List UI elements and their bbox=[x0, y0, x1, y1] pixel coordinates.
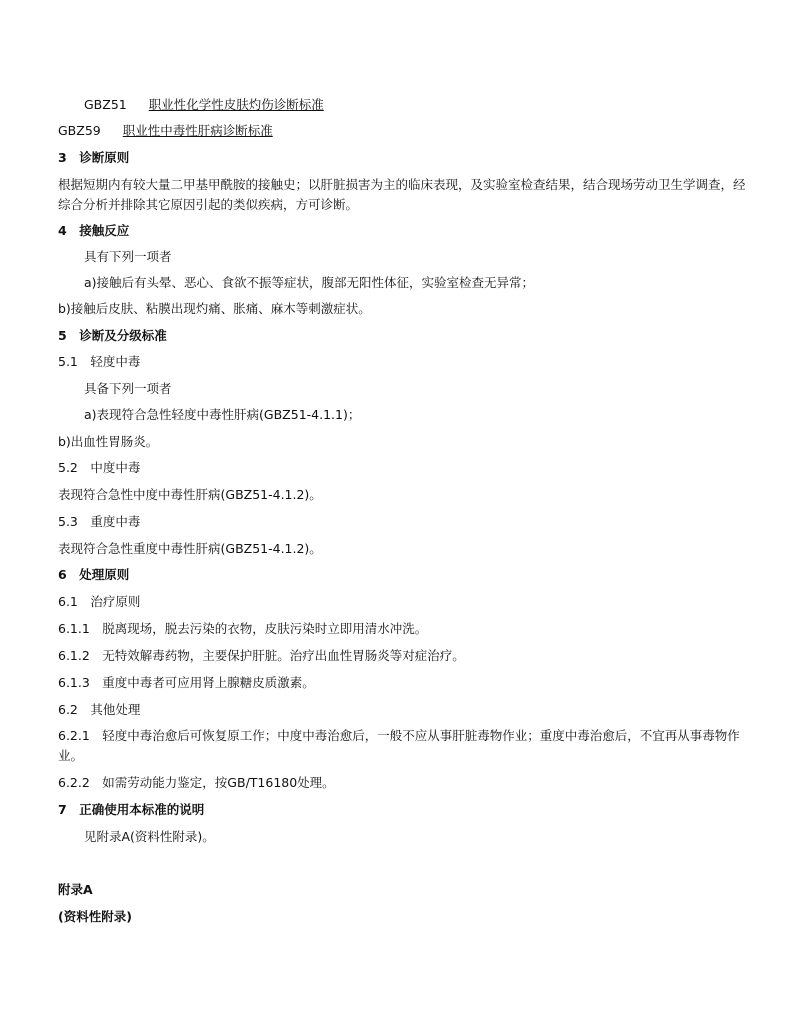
section-6-2-1: 6.2.1 轻度中毒治愈后可恢复原工作；中度中毒治愈后，一般不应从事肝脏毒物作业；重度中毒治愈后，不宜再从事毒物作业。 bbox=[58, 728, 740, 763]
section-7-text: 见附录A(资料性附录)。 bbox=[84, 829, 215, 844]
section-5-heading: 5 诊断及分级标准 bbox=[58, 328, 167, 343]
section-4-item-b: b)接触后皮肤、粘膜出现灼痛、胀痛、麻木等刺激症状。 bbox=[58, 301, 371, 316]
section-6-2-2: 6.2.2 如需劳动能力鉴定，按GB/T16180处理。 bbox=[58, 775, 335, 790]
section-5-2-text: 表现符合急性中度中毒性肝病(GBZ51-4.1.2)。 bbox=[58, 487, 322, 502]
reference-gbz59 bbox=[58, 122, 273, 140]
appendix-title: 附录A bbox=[58, 882, 93, 897]
section-6-1-3: 6.1.3 重度中毒者可应用肾上腺糖皮质激素。 bbox=[58, 675, 315, 690]
section-5-3-text: 表现符合急性重度中毒性肝病(GBZ51-4.1.2)。 bbox=[58, 541, 322, 556]
section-6-2-heading: 6.2 其他处理 bbox=[58, 702, 141, 717]
reference-title: 职业性中毒性肝病诊断标准 bbox=[122, 123, 273, 138]
section-5-1-item-a: a)表现符合急性轻度中毒性肝病(GBZ51-4.1.1)； bbox=[84, 407, 361, 422]
section-6-1-2: 6.1.2 无特效解毒药物，主要保护肝脏。治疗出血性胃肠炎等对症治疗。 bbox=[58, 648, 465, 663]
section-6-1-heading: 6.1 治疗原则 bbox=[58, 594, 141, 609]
section-4-heading: 4 接触反应 bbox=[58, 223, 130, 238]
section-5-1-intro: 具备下列一项者 bbox=[84, 381, 172, 396]
section-3-paragraph: 根据短期内有较大量二甲基甲酰胺的接触史；以肝脏损害为主的临床表现，及实验室检查结果，结合现场劳动卫生学调查，经综合分析并排除其它原因引起的类似疾病，方可诊断。 bbox=[58, 177, 746, 212]
section-3-heading: 3 诊断原则 bbox=[58, 150, 130, 165]
section-5-3-heading: 5.3 重度中毒 bbox=[58, 514, 141, 529]
section-5-1-heading: 5.1 轻度中毒 bbox=[58, 354, 141, 369]
section-4-intro: 具有下列一项者 bbox=[84, 249, 172, 264]
section-7-heading: 7 正确使用本标准的说明 bbox=[58, 802, 205, 817]
section-4-item-a: a)接触后有头晕、恶心、食欲不振等症状，腹部无阳性体征，实验室检查无异常； bbox=[84, 275, 535, 290]
reference-code: GBZ51 bbox=[84, 97, 127, 112]
reference-code: GBZ59 bbox=[58, 123, 101, 138]
reference-gbz51 bbox=[84, 96, 324, 114]
section-6-heading: 6 处理原则 bbox=[58, 567, 130, 582]
appendix-subtitle: (资料性附录) bbox=[58, 909, 132, 924]
section-6-1-1: 6.1.1 脱离现场，脱去污染的衣物，皮肤污染时立即用清水冲洗。 bbox=[58, 621, 428, 636]
reference-title: 职业性化学性皮肤灼伤诊断标准 bbox=[148, 97, 324, 112]
section-5-1-item-b: b)出血性胃肠炎。 bbox=[58, 434, 159, 449]
section-5-2-heading: 5.2 中度中毒 bbox=[58, 460, 141, 475]
